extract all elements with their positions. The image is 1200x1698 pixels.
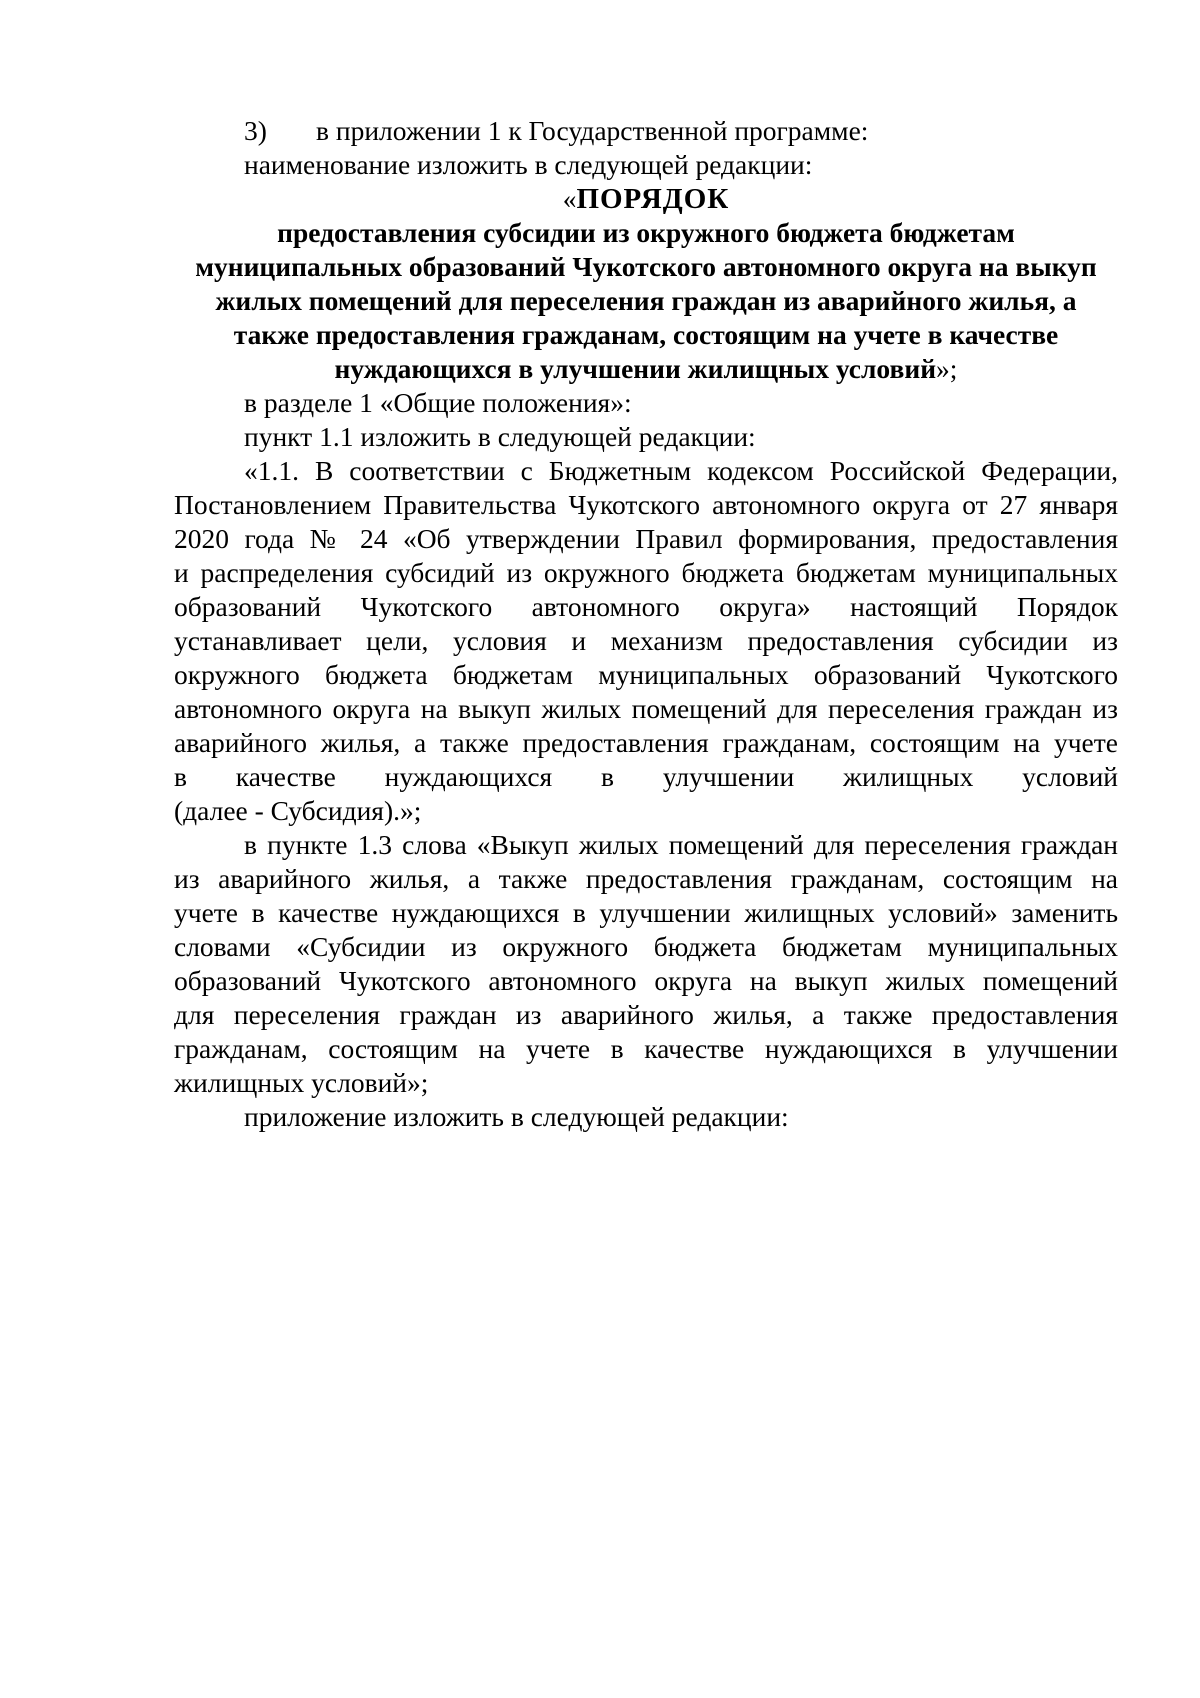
item-3-text: в приложении 1 к Государственной программе:	[316, 115, 869, 146]
point-1-1-line-2: Постановлением Правительства Чукотского автономного округа от 27 января	[174, 489, 1118, 520]
point-1-1-line-9: аварийного жилья, а также предоставления гражданам, состоящим на учете	[174, 727, 1118, 758]
title-heading	[154, 182, 1138, 216]
point-1-1-line-6: устанавливает цели, условия и механизм предоставления субсидии из	[174, 625, 1118, 656]
point-1-3-line-4: словами «Субсидии из окружного бюджета бюджетам муниципальных	[174, 931, 1118, 962]
appendix-instruction: приложение изложить в следующей редакции:	[244, 1101, 789, 1132]
title-line-5-tail: »;	[936, 353, 958, 384]
point-1-1-line-7: окружного бюджета бюджетам муниципальных образований Чукотского	[174, 659, 1118, 690]
point-1-3-line-2: из аварийного жилья, а также предоставления гражданам, состоящим на	[174, 863, 1118, 894]
point-1-3-line-8: жилищных условий»;	[174, 1067, 429, 1098]
title-line-1: предоставления субсидии из окружного бюджета бюджетам	[277, 217, 1015, 248]
point-1-1-line-3: 2020 года № 24 «Об утверждении Правил формирования, предоставления	[174, 523, 1118, 554]
point-1-1-line-1: «1.1. В соответствии с Бюджетным кодексом Российской Федерации,	[244, 455, 1118, 486]
point-1-3-line-3: учете в качестве нуждающихся в улучшении жилищных условий» заменить	[174, 897, 1118, 928]
point-1-1-line-4: и распределения субсидий из окружного бюджета бюджетам муниципальных	[174, 557, 1118, 588]
item-number: 3)	[244, 115, 267, 146]
item-3-line	[174, 114, 1118, 148]
document-title	[154, 182, 1138, 386]
point-1-3-paragraph	[174, 828, 1118, 1100]
section-1-instruction: в разделе 1 «Общие положения»:	[244, 387, 632, 418]
title-line-4: также предоставления гражданам, состоящим на учете в качестве	[233, 319, 1059, 350]
title-line-5-bold: нуждающихся в улучшении жилищных условий	[334, 353, 937, 384]
point-1-1-line-10: в качестве нуждающихся в улучшении жилищных условий	[174, 761, 1118, 792]
point-1-3-line-7: гражданам, состоящим на учете в качестве нуждающихся в улучшении	[174, 1033, 1118, 1064]
point-1-1-instruction: пункт 1.1 изложить в следующей редакции:	[244, 421, 756, 452]
title-open-quote: «	[562, 183, 577, 214]
title-heading-word: ПОРЯДОК	[576, 183, 730, 215]
point-1-1-line-8: автономного округа на выкуп жилых помещений для переселения граждан из	[174, 693, 1118, 724]
point-1-3-line-1: в пункте 1.3 слова «Выкуп жилых помещений для переселения граждан	[244, 829, 1118, 860]
document-page	[174, 114, 1118, 1134]
point-1-1-paragraph	[174, 454, 1118, 828]
title-line-3: жилых помещений для переселения граждан из аварийного жилья, а	[215, 285, 1077, 316]
point-1-1-line-11: (далее - Субсидия).»;	[174, 795, 422, 826]
title-line-5	[154, 352, 1138, 386]
point-1-3-line-6: для переселения граждан из аварийного жилья, а также предоставления	[174, 999, 1118, 1030]
point-1-1-line-5: образований Чукотского автономного округа» настоящий Порядок	[174, 591, 1118, 622]
title-line-2: муниципальных образований Чукотского автономного округа на выкуп	[195, 251, 1097, 282]
point-1-3-line-5: образований Чукотского автономного округа на выкуп жилых помещений	[174, 965, 1118, 996]
rename-instruction: наименование изложить в следующей редакции:	[244, 149, 813, 180]
